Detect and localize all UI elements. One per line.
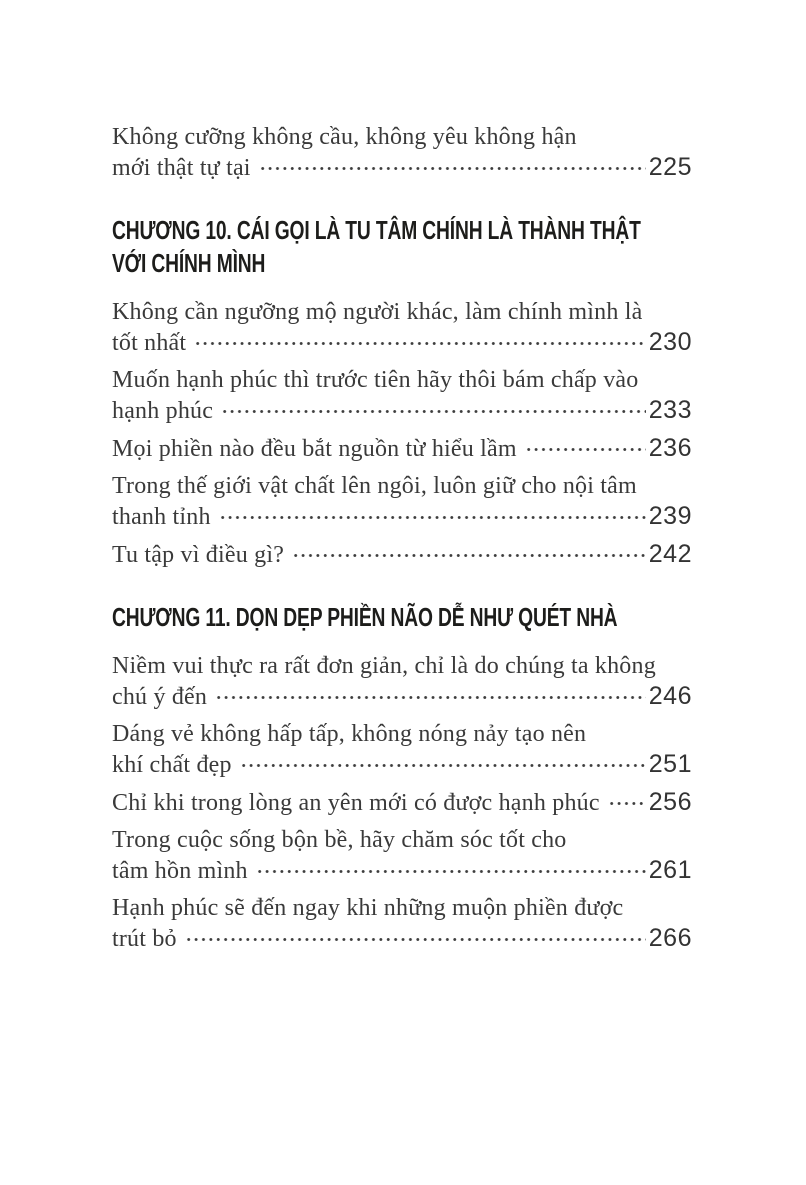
toc-entry-line <box>112 719 692 749</box>
entry-text: Trong cuộc sống bộn bề, hãy chăm sóc tốt cho <box>112 827 567 853</box>
dot-leader <box>220 404 646 418</box>
toc-entry-line <box>112 825 692 855</box>
page-number: 256 <box>648 788 692 816</box>
toc-entry-line <box>112 152 692 183</box>
chapter-heading <box>112 214 692 280</box>
dot-leader <box>258 161 646 175</box>
entry-text: khí chất đẹp <box>112 752 232 778</box>
entry-text: Niềm vui thực ra rất đơn giản, chỉ là do chúng ta không <box>112 653 656 679</box>
chapter-heading-line <box>112 247 692 280</box>
chapter-heading-text: VỚI CHÍNH MÌNH <box>112 248 266 278</box>
toc-entry-line <box>112 651 692 681</box>
toc-entry-line <box>112 681 692 712</box>
entry-text: Trong thế giới vật chất lên ngôi, luôn giữ cho nội tâm <box>112 473 637 499</box>
toc-entry-line <box>112 471 692 501</box>
page-number: 225 <box>648 153 692 181</box>
entry-text: tốt nhất <box>112 330 187 356</box>
toc-entry-line <box>112 365 692 395</box>
dot-leader <box>193 336 646 350</box>
toc-entry <box>112 651 692 712</box>
entry-text: Không cưỡng không cầu, không yêu không hận <box>112 124 577 150</box>
entry-text: Chỉ khi trong lòng an yên mới có được hạnh phúc <box>112 790 600 816</box>
dot-leader <box>239 758 646 772</box>
entry-text: Hạnh phúc sẽ đến ngay khi những muộn phiền được <box>112 895 624 921</box>
toc-entry-line <box>112 749 692 780</box>
entry-text: Tu tập vì điều gì? <box>112 542 285 568</box>
entry-text: Muốn hạnh phúc thì trước tiên hãy thôi bám chấp vào <box>112 367 639 393</box>
page-number: 236 <box>648 434 692 462</box>
dot-leader <box>607 796 646 810</box>
toc-entry <box>112 433 692 464</box>
dot-leader <box>291 548 646 562</box>
page-number: 246 <box>648 682 692 710</box>
toc-section <box>112 122 692 183</box>
entry-text: Không cần ngưỡng mộ người khác, làm chính mình là <box>112 299 643 325</box>
toc-entry-line <box>112 923 692 954</box>
chapter-heading <box>112 601 692 634</box>
toc-entry <box>112 471 692 532</box>
chapter-heading-line <box>112 601 692 634</box>
toc-entry <box>112 122 692 183</box>
toc-entry-line <box>112 539 692 570</box>
entry-text: Dáng vẻ không hấp tấp, không nóng nảy tạo nên <box>112 721 587 747</box>
toc-entry <box>112 297 692 358</box>
toc-entry <box>112 893 692 954</box>
toc-entry <box>112 787 692 818</box>
toc-entry-line <box>112 297 692 327</box>
page-number: 230 <box>648 328 692 356</box>
page-number: 239 <box>648 502 692 530</box>
entry-text: hạnh phúc <box>112 398 214 424</box>
dot-leader <box>218 510 646 524</box>
toc-entry <box>112 365 692 426</box>
entry-text: mới thật tự tại <box>112 155 251 181</box>
entry-text: chú ý đến <box>112 684 208 710</box>
page-number: 233 <box>648 396 692 424</box>
toc-entry-line <box>112 433 692 464</box>
toc-entry <box>112 719 692 780</box>
entry-text: thanh tỉnh <box>112 504 211 530</box>
chapter-heading-line <box>112 214 692 247</box>
toc-section <box>112 214 692 570</box>
dot-leader <box>184 932 646 946</box>
dot-leader <box>214 690 646 704</box>
chapter-heading-text: CHƯƠNG 11. DỌN DẸP PHIỀN NÃO DỄ NHƯ QUÉT NHÀ <box>112 602 618 632</box>
toc-entry-line <box>112 855 692 886</box>
page-number: 251 <box>648 750 692 778</box>
page-number: 266 <box>648 924 692 952</box>
toc-section <box>112 601 692 954</box>
toc-entry <box>112 539 692 570</box>
toc-entry <box>112 825 692 886</box>
toc-entry-line <box>112 893 692 923</box>
page-number: 242 <box>648 540 692 568</box>
entry-text: Mọi phiền nào đều bắt nguồn từ hiểu lầm <box>112 436 517 462</box>
entry-text: trút bỏ <box>112 926 177 952</box>
toc-entry-line <box>112 501 692 532</box>
toc-entry-line <box>112 122 692 152</box>
entry-text: tâm hồn mình <box>112 858 248 884</box>
dot-leader <box>524 442 646 456</box>
toc-entry-line <box>112 327 692 358</box>
toc-entry-line <box>112 787 692 818</box>
page-number: 261 <box>648 856 692 884</box>
chapter-heading-text: CHƯƠNG 10. CÁI GỌI LÀ TU TÂM CHÍNH LÀ THÀNH THẬT <box>112 215 641 245</box>
dot-leader <box>255 864 646 878</box>
toc-entry-line <box>112 395 692 426</box>
